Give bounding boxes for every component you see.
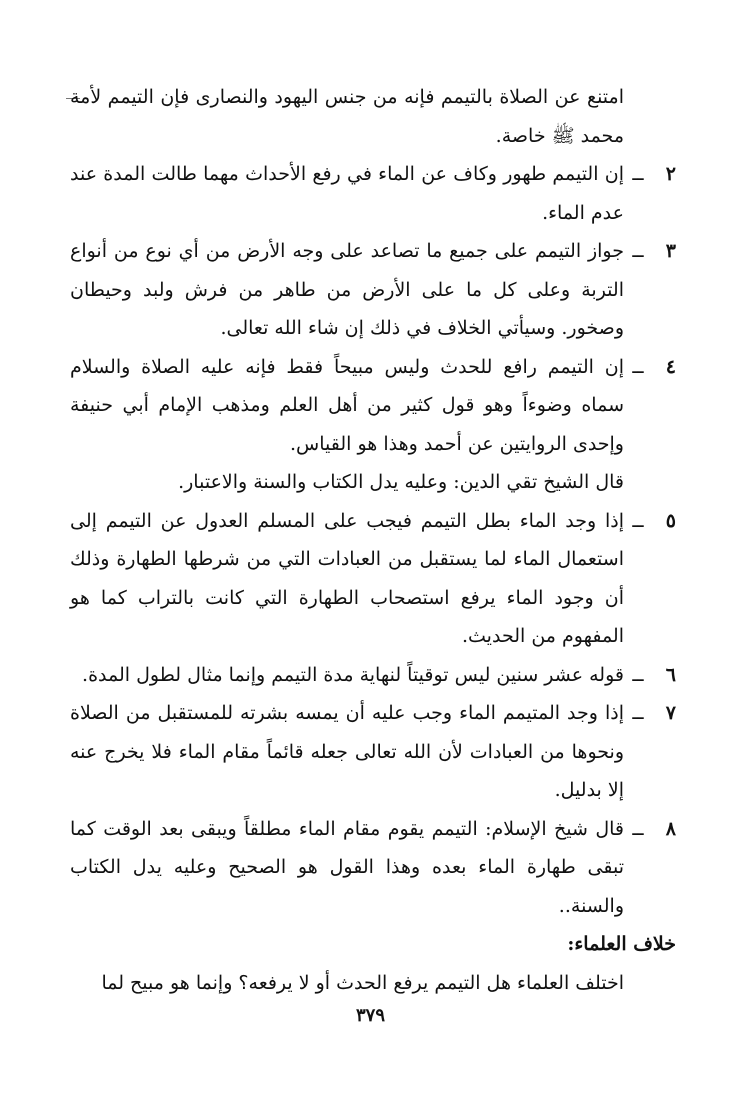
item-dash: ــ	[632, 163, 644, 185]
intro-paragraph: امتنع عن الصلاة بالتيمم فإنه من جنس اليهود والنصارى فإن التيمم لأمة محمد ﷺ خاصة.	[70, 86, 624, 147]
item-text: قوله عشر سنين ليس توقيتاً لنهاية مدة التيمم وإنما مثال لطول المدة.	[82, 663, 624, 686]
item-dash: ــ	[632, 817, 644, 840]
item-text: إن التيمم رافع للحدث وليس مبيحاً فقط فإنه عليه الصلاة والسلام سماه وضوءاً وهو قول كثير من أهل العلم ومذهب الإمام أبي حنيفة وإحدى الروايتين عن أحمد وهذا هو القياس.	[70, 355, 624, 455]
item-number: ٧	[665, 702, 676, 724]
section-heading: خلاف العلماء:	[567, 933, 676, 955]
item-number: ٣	[665, 240, 676, 262]
item-text: إن التيمم طهور وكاف عن الماء في رفع الأحداث مهما طالت المدة عند عدم الماء.	[70, 163, 624, 224]
page-number: ٣٧٩	[355, 1005, 385, 1026]
list-item-2	[70, 155, 676, 232]
list-item-5	[70, 502, 676, 656]
item-dash: ــ	[632, 509, 644, 532]
final-paragraph: اختلف العلماء هل التيمم يرفع الحدث أو لا يرفعه؟ وإنما هو مبيح لما	[101, 971, 624, 994]
list-item-7	[70, 694, 676, 810]
list-item-8	[70, 810, 676, 926]
item-number: ٦	[665, 663, 676, 686]
list-item-4	[70, 348, 676, 464]
list-item-6	[70, 656, 676, 695]
item-text: قال شيخ الإسلام: التيمم يقوم مقام الماء مطلقاً ويبقى بعد الوقت كما تبقى طهارة الماء بعده وهذا القول هو الصحيح وعليه يدل الكتاب والسنة..	[70, 817, 624, 917]
item-dash: ــ	[632, 663, 644, 686]
list-item-3	[70, 232, 676, 348]
item-dash: ــ	[632, 702, 644, 724]
item-text: إذا وجد الماء بطل التيمم فيجب على المسلم العدول عن التيمم إلى استعمال الماء لما يستقبل من العبادات التي من شرطها الطهارة وذلك أن وجود الماء يرفع استصحاب الطهارة التي كانت بالتراب كما هو المفهوم من الحديث.	[70, 509, 624, 647]
page-body	[70, 78, 676, 1002]
item-dash: ــ	[632, 240, 644, 262]
item-dash: ــ	[632, 355, 644, 378]
item-text: جواز التيمم على جميع ما تصاعد على وجه الأرض من أي نوع من أنواع التربة وعلى كل ما على الأرض من طاهر من فرش ولبد وحيطان وصخور. وسيأتي الخلاف في ذلك إن شاء الله تعالى.	[70, 240, 624, 339]
item-number: ٥	[665, 509, 676, 532]
item-number: ٢	[665, 163, 676, 185]
item-number: ٨	[665, 817, 676, 840]
sheikh-note: قال الشيخ تقي الدين: وعليه يدل الكتاب والسنة والاعتبار.	[178, 471, 624, 493]
item-text: إذا وجد المتيمم الماء وجب عليه أن يمسه بشرته للمستقبل من الصلاة ونحوها من العبادات لأن الله تعالى جعله قائماً مقام الماء فلا يخرج عنه إلا بدليل.	[70, 702, 624, 801]
item-number: ٤	[665, 355, 676, 378]
